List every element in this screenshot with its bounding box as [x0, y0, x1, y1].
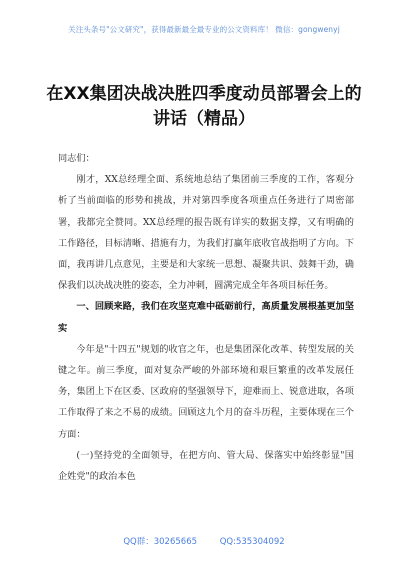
document-body — [58, 148, 354, 487]
footer-qq: QQ:535304092 — [219, 537, 285, 547]
footer-qq-group: QQ群：30265665 — [123, 537, 198, 547]
salutation: 同志们： — [58, 153, 95, 164]
section-1-heading: 一、回顾来路，我们在攻坚克难中砥砺前行，高质量发展根基更加坚实 — [58, 301, 354, 334]
paragraph-2: 今年是"十四五"规划的收官之年，也是集团深化改革、转型发展的关键之年。前三季度，面对复杂严峻的外部环境和艰巨繁重的改革发展任务，集团上下在区委、区政府的坚强领导下，迎难而上、锐意进取，各项工作取得了来之不易的成绩。回顾这九个月的奋斗历程，主要体现在三个方面： — [58, 343, 354, 440]
document-title: 在XX集团决战决胜四季度动员部署会上的讲话（精品） — [46, 84, 362, 129]
footer-contact — [0, 535, 408, 547]
header-note: 关注头条号"公文研究"，获得最新最全最专业的公文资料库！ 微信：gongwenyj — [68, 25, 340, 34]
paragraph-3: (一)坚持党的全面领导，在把方向、管大局、保落实中始终彰显"国企姓党"的政治本色 — [58, 449, 354, 483]
paragraph-1: 刚才，XX总经理全面、系统地总结了集团前三季度的工作，客观分析了当前面临的形势和挑战，并对第四季度各项重点任务进行了周密部署，我都完全赞同。XX总经理的报告既有详实的数据支撑，又有明确的工作路径，目标清晰、措施有力，为我们打赢年底收官战指明了方向。下面，我再讲几点意见，主要是和大家统一思想、凝聚共识、鼓舞干劲，确保我们以决战决胜的姿态，全力冲刺，圆满完成全年各项目标任务。 — [58, 174, 354, 292]
